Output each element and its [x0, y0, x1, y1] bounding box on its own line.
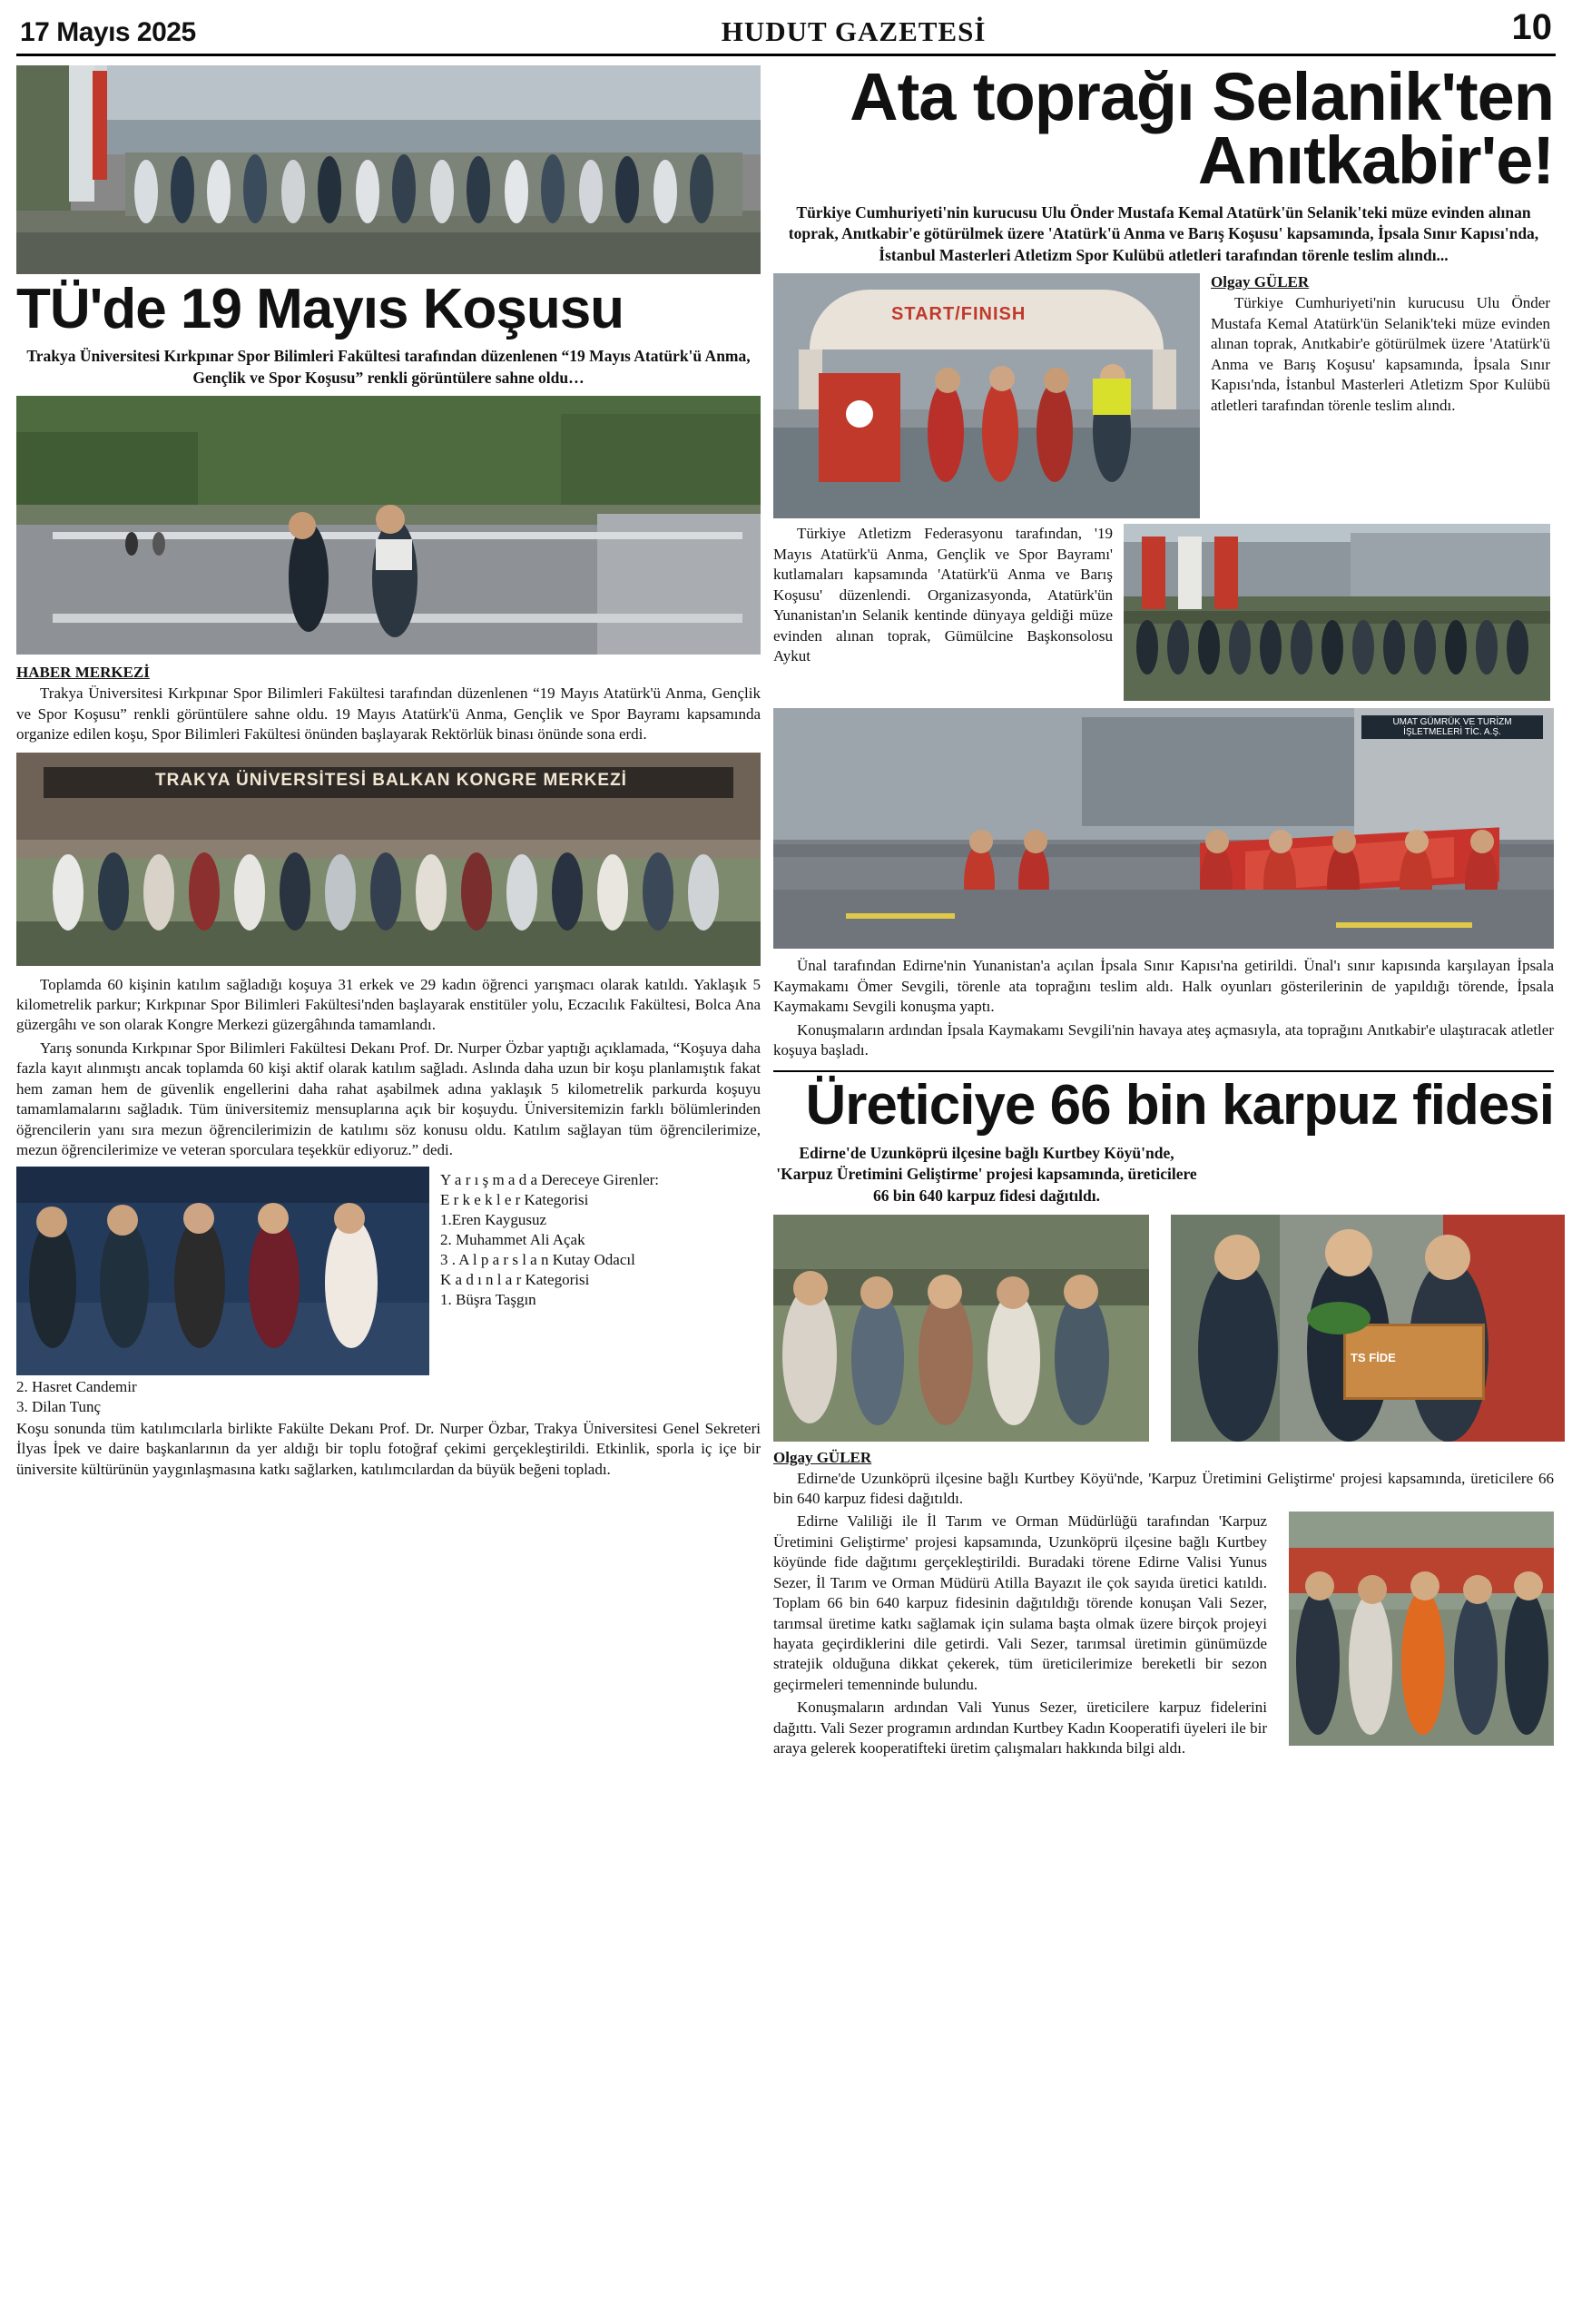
ata-lead-text	[1211, 273, 1550, 518]
masthead-title: HUDUT GAZETESİ	[721, 15, 987, 47]
tude-bottom-flow	[16, 1167, 761, 1375]
results-women-2: 2. Hasret Candemir	[16, 1377, 137, 1395]
results-men-1: 1.Eren Kaygusuz	[440, 1210, 547, 1228]
results-heading: Y a r ı ş m a d a Dereceye Girenler:	[440, 1170, 660, 1188]
results-women-1: 1. Büşra Taşgın	[440, 1291, 536, 1309]
results-category-women: K a d ı n l a r Kategorisi	[440, 1270, 590, 1288]
runners-start-line-photo	[16, 65, 761, 274]
section-divider	[773, 1070, 1554, 1072]
ata-second-text	[773, 524, 1113, 701]
results-women-rest	[16, 1377, 761, 1481]
karpuz-bottom-flow	[773, 1512, 1554, 1761]
tude-paragraph-3: Yarış sonunda Kırkpınar Spor Bilimleri Fakültesi Dekanı Prof. Dr. Nurper Özbar yaptığı açıklamada, “Koşuya daha fazla kayıt alınmıştı ancak toplamda 60 kişi aktif olarak katılım sağladı. Aslında daha uzun bir koşu planlamıştık fakat hem zaman hem de güvenlik engellerini daha rahat aşabilmek adına yaklaşık 5 kilometrelik parkurda koşuyu tamamlamalarını sağladık. Tüm üniversitemiz mensuplarına açık bir koşuydu. Üniversitemizin farklı bölümlerinden öğrencilerin yanı sıra mezun öğrencilerimizin de katılımı söz konusu oldu. Katılım sağlayan tüm öğrencilerimize, mezun öğrencilerimize ve veteran sporculara teşekkür ediyoruz.” dedi.	[16, 1039, 761, 1159]
standfirst-karpuz: Edirne'de Uzunköprü ilçesine bağlı Kurtbey Köyü'nde, 'Karpuz Üretimini Geliştirme' projesi kapsamında, üreticilere 66 bin 640 karpuz fidesi dağıtıldı.	[776, 1143, 1197, 1205]
results-women-3: 3. Dilan Tunç	[16, 1397, 102, 1415]
tude-body-text	[16, 975, 761, 1161]
flag-bearers-border-gate-photo	[773, 708, 1554, 949]
page-body	[16, 59, 1556, 1762]
governor-handing-seedling-crate-photo	[1171, 1215, 1565, 1442]
karpuz-paragraph-1: Edirne'de Uzunköprü ilçesine bağlı Kurtbey Köyü'nde, 'Karpuz Üretimini Geliştirme' projesi kapsamında, üreticilere 66 bin 640 karpuz fidesi dağıtıldı.	[773, 1469, 1554, 1507]
ata-paragraph-1: Türkiye Cumhuriyeti'nin kurucusu Ulu Önder Mustafa Kemal Atatürk'ün Selanik'teki müze evinden alınan toprak, Anıtkabir'e götürülmek üzere 'Atatürk'ü Anma ve Barış Koşusu' kapsamında, İpsala Sınır Kapısı'nda, İstanbul Masterleri Atletizm Spor Kulübü atletleri tarafından törenle teslim alındı.	[1211, 294, 1550, 414]
karpuz-photo-flow	[773, 1215, 1554, 1442]
masthead-date: 17 Mayıs 2025	[20, 17, 196, 47]
page-number: 10	[1511, 7, 1552, 47]
ata-paragraph-2: Türkiye Atletizm Federasyonu tarafından, '19 Mayıs Atatürk'ü Anma, Gençlik ve Spor Bayramı' kutlamaları kapsamında 'Atatürk'ü Anma ve Barış Koşusu' düzenlendi. Organizasyonda, Atatürk'ün Yunanistan'ın Selanik kentinde dünyaya geldiği müze evinden alınan toprak, Gümülcine Başkonsolosu Aykut	[773, 525, 1113, 665]
congress-center-sign-text: TRAKYA ÜNİVERSİTESİ BALKAN KONGRE MERKEZİ	[155, 770, 627, 790]
tude-paragraph-2: Toplamda 60 kişinin katılım sağladığı koşuya 31 erkek ve 29 kadın öğrenci yarışmacı olarak katıldı. Yaklaşık 5 kilometrelik parkur; Kırkpınar Spor Bilimleri Fakültesi'nden başlayarak enstitüler yolu, Eczacılık Fakültesi, Bolca Ana güzergâhı ve son olarak Kongre Merkezi güzergâhında tamamlandı.	[16, 975, 761, 1034]
start-finish-banner-text: START/FINISH	[891, 304, 1027, 325]
right-column	[773, 59, 1554, 1762]
start-finish-arch-photo	[773, 273, 1200, 518]
karpuz-bottom-text	[773, 1512, 1267, 1761]
byline-karpuz: Olgay GÜLER	[773, 1448, 872, 1466]
results-category-men: E r k e k l e r Kategorisi	[440, 1190, 589, 1208]
standfirst-tude: Trakya Üniversitesi Kırkpınar Spor Bilimleri Fakültesi tarafından düzenlenen “19 Mayıs Atatürk'ü Anma, Gençlik ve Spor Koşusu” renkli görüntülere sahne oldu…	[26, 347, 751, 387]
tude-paragraph-1: Trakya Üniversitesi Kırkpınar Spor Bilimleri Fakültesi tarafından düzenlenen “19 Mayıs Atatürk'ü Anma, Gençlik ve Spor Koşusu” renkli görüntülere sahne oldu. 19 Mayıs Atatürk'ü Anma, Gençlik ve Spor Bayramı kapsamında organize edilen koşu, Spor Bilimleri Fakültesi önünden başlayarak Rektörlük binası önünde sona erdi.	[16, 684, 761, 743]
results-men-2: 2. Muhammet Ali Açak	[440, 1230, 585, 1248]
crate-label-text: TS FİDE	[1351, 1350, 1396, 1364]
award-winners-photo	[16, 1167, 429, 1375]
haber-merkezi-block	[16, 664, 761, 744]
masthead	[16, 0, 1556, 56]
byline-haber-merkezi: HABER MERKEZİ	[16, 664, 150, 682]
headline-ata-topragi: Ata toprağı Selanik'ten Anıtkabir'e!	[850, 59, 1554, 199]
standfirst-ata: Türkiye Cumhuriyeti'nin kurucusu Ulu Önder Mustafa Kemal Atatürk'ün Selanik'teki müze evinden alınan toprak, Anıtkabir'e götürülmek üzere 'Atatürk'ü Anma ve Barış Koşusu' kapsamında, İpsala Sınır Kapısı'nda, İstanbul Masterleri Atletizm Spor Kulübü atletleri tarafından törenle teslim alındı...	[788, 202, 1539, 264]
ceremony-audience-photo	[1124, 524, 1550, 701]
karpuz-paragraph-2: Edirne Valiliği ile İl Tarım ve Orman Müdürlüğü tarafından 'Karpuz Üretimini Geliştirme' projesi kapsamında, Uzunköprü ilçesine bağlı Kurtbey köyünde fide dağıtımı gerçekleştirildi. Buradaki törene Edirne Valisi Yunus Sezer, İl Tarım ve Orman Müdürü Atilla Bayazıt ile çok sayıda üretici katıldı. Toplam 66 bin 640 karpuz fidesinin dağıtıldığı törende konuşan Vali Sezer, tarımsal üretime katkı sağlamak için sulama başta olmak üzere birçok projeyi hayata geçirdiklerini dile getirdi. Vali Sezer, tarımsal üretimin günümüzde stratejik olduğuna dikkat çekerek, tüm üreticilerimize bereketli bir sezon geçirmeleri temenninde bulundu.	[773, 1512, 1267, 1693]
results-men-3: 3 . A l p a r s l a n Kutay Odacıl	[440, 1250, 635, 1268]
ata-paragraph-3: Ünal tarafından Edirne'nin Yunanistan'a açılan İpsala Sınır Kapısı'na getirildi. Ünal'ı sınır kapısında karşılayan İpsala Kaymakamı Ömer Sevgili, törenle ata toprağını teslim aldı. Halk oyunları gösterilerinin de yapıldığı törende, İpsala Kaymakamı Sevgili konuşma yaptı.	[773, 957, 1554, 1016]
byline-ata: Olgay GÜLER	[1211, 273, 1310, 291]
headline-tude-19-mayis: TÜ'de 19 Mayıs Koşusu	[16, 278, 624, 340]
ata-tail-text	[773, 956, 1554, 1060]
ata-top-flow	[773, 273, 1554, 518]
group-photo-congress-center	[16, 753, 761, 966]
left-column	[16, 65, 761, 1762]
results-list	[440, 1167, 758, 1375]
ata-second-flow	[773, 524, 1554, 701]
karpuz-byline-block	[773, 1449, 1554, 1510]
tude-closing-paragraph: Koşu sonunda tüm katılımcılarla birlikte Fakülte Dekanı Prof. Dr. Nurper Özbar, Trakya Üniversitesi Genel Sekreteri İlyas İpek ve daire başkanlarının da yer aldığı bir toplu fotoğraf çekimi gerçekleştirildi. Etkinlik, sporla iç içe bir üniversite kültürünün yaygınlaşmasına katkı sağlarken, katılımcılardan da büyük beğeni topladı.	[16, 1419, 761, 1478]
headline-karpuz: Üreticiye 66 bin karpuz fidesi	[805, 1073, 1554, 1137]
villagers-seated-photo	[773, 1215, 1149, 1442]
karpuz-paragraph-3: Konuşmaların ardından Vali Yunus Sezer, üreticilere karpuz fidelerini dağıttı. Vali Sezer programın ardından Kurtbey Kadın Kooperatifi üyeleri ile bir araya gelerek kooperatifteki üretim çalışmaları hakkında bilgi aldı.	[773, 1699, 1267, 1758]
two-women-running-road-photo	[16, 396, 761, 655]
border-gate-sign-text: UMAT GÜMRÜK VE TURİZM İŞLETMELERİ TİC. A.Ş.	[1392, 717, 1512, 738]
seedling-distribution-crowd-photo	[1289, 1512, 1554, 1746]
ata-paragraph-4: Konuşmaların ardından İpsala Kaymakamı Sevgili'nin havaya ateş açmasıyla, ata toprağını Anıtkabir'e ulaştıracak atletler koşuya başladı.	[773, 1020, 1554, 1059]
